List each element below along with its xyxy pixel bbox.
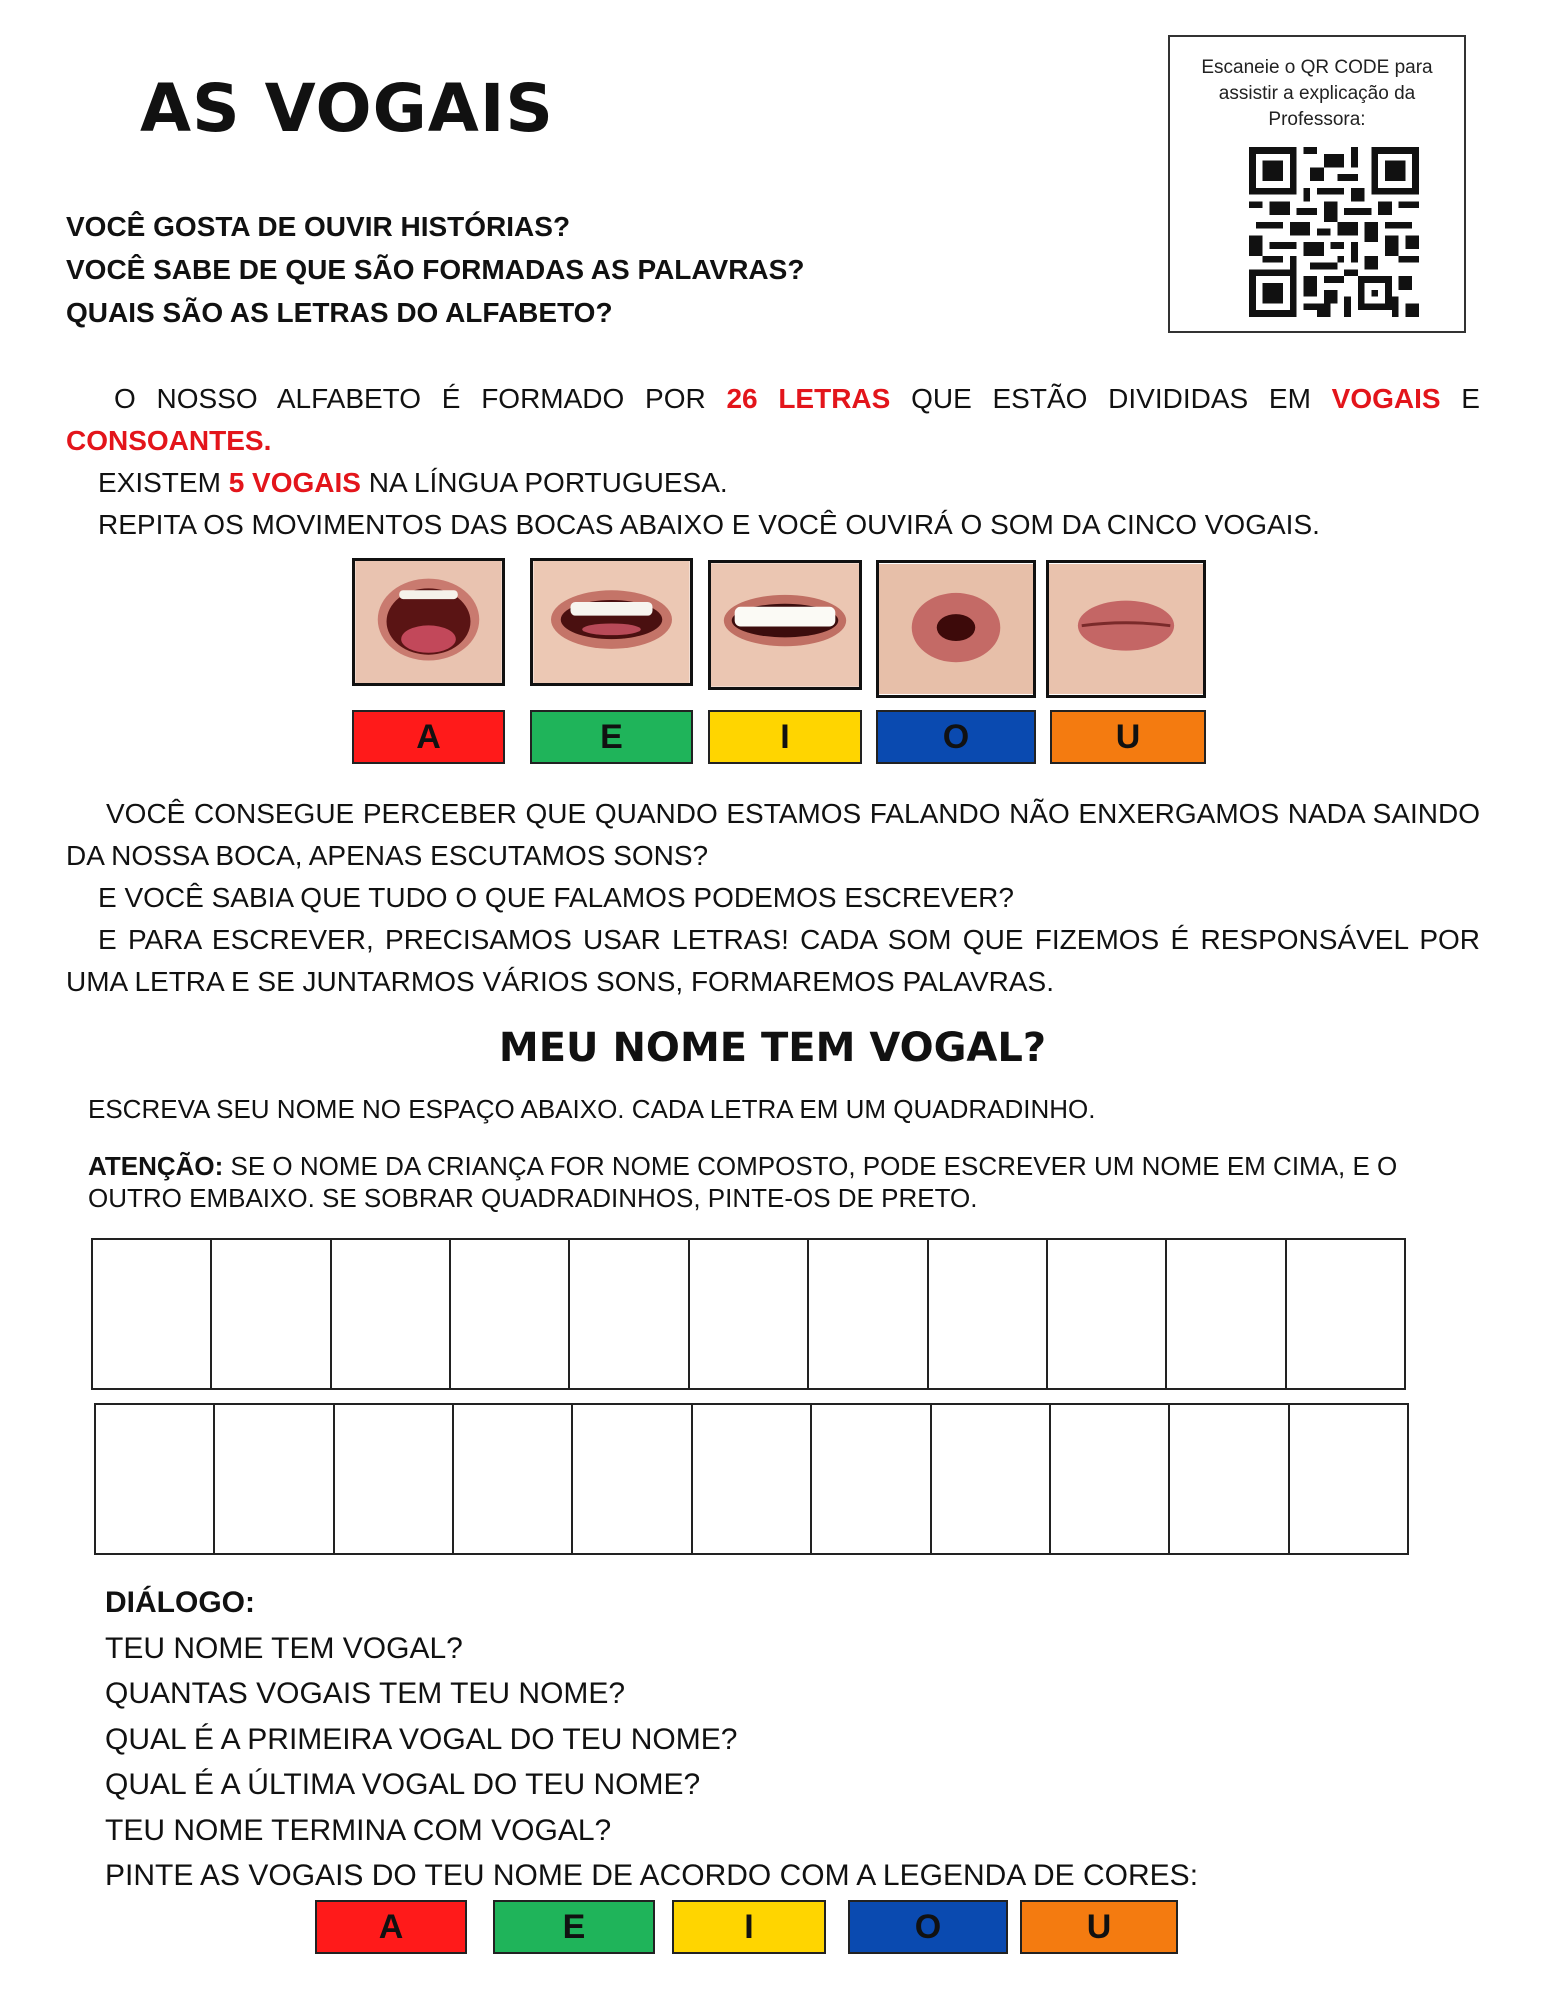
name-letter-box[interactable]	[1051, 1405, 1170, 1553]
legend-vowel-o: O	[848, 1900, 1008, 1954]
name-letter-box[interactable]	[573, 1405, 692, 1553]
question-line: QUAIS SÃO AS LETRAS DO ALFABETO?	[66, 297, 613, 328]
dialog-line: QUAL É A PRIMEIRA VOGAL DO TEU NOME?	[105, 1722, 738, 1756]
name-letter-box[interactable]	[1167, 1240, 1286, 1388]
name-letter-box[interactable]	[335, 1405, 454, 1553]
vowel-label-i: I	[708, 710, 862, 764]
qr-caption-line: Professora:	[1268, 109, 1366, 130]
vowel-label-u: U	[1050, 710, 1206, 764]
text: EXISTEM	[98, 467, 229, 498]
highlight-5-vogais: 5 VOGAIS	[228, 467, 361, 498]
mouth-image-i	[708, 560, 862, 690]
attention-label: ATENÇÃO:	[88, 1151, 224, 1181]
legend-vowel-a: A	[315, 1900, 467, 1954]
text: NA LÍNGUA PORTUGUESA.	[360, 467, 728, 498]
vowel-label-a: A	[352, 710, 505, 764]
writing-question: E VOCÊ SABIA QUE TUDO O QUE FALAMOS PODEMOS ESCREVER?	[98, 882, 1014, 913]
speech-paragraph: VOCÊ CONSEGUE PERCEBER QUE QUANDO ESTAMOS FALANDO NÃO ENXERGAMOS NADA SAINDO DA NOSSA BOCA, APENAS ESCUTAMOS SONS?	[66, 798, 1480, 871]
name-letter-box[interactable]	[932, 1405, 1051, 1553]
name-instruction: ESCREVA SEU NOME NO ESPAÇO ABAIXO. CADA LETRA EM UM QUADRADINHO.	[88, 1094, 1096, 1124]
question-line: VOCÊ GOSTA DE OUVIR HISTÓRIAS?	[66, 211, 571, 242]
vowel-label-o: O	[876, 710, 1036, 764]
dialog-line: TEU NOME TERMINA COM VOGAL?	[105, 1813, 612, 1847]
dialog-line: TEU NOME TEM VOGAL?	[105, 1631, 463, 1665]
text: O NOSSO ALFABETO É FORMADO POR	[114, 383, 727, 414]
name-letter-box[interactable]	[215, 1405, 334, 1553]
mouth-image-e	[530, 558, 693, 686]
mouth-image-u	[1046, 560, 1206, 698]
highlight-consoantes: CONSOANTES.	[66, 425, 272, 456]
name-letter-box[interactable]	[454, 1405, 573, 1553]
mouth-image-o	[876, 560, 1036, 698]
qr-caption	[1182, 55, 1452, 133]
dialog-label: DIÁLOGO:	[105, 1586, 255, 1619]
qr-caption-line: assistir a explicação da	[1218, 83, 1416, 104]
legend-vowel-u: U	[1020, 1900, 1178, 1954]
alphabet-paragraph	[66, 378, 1480, 462]
name-letter-box[interactable]	[812, 1405, 931, 1553]
name-letter-box[interactable]	[93, 1240, 212, 1388]
vowel-count-line	[98, 462, 728, 504]
name-letter-box[interactable]	[1048, 1240, 1167, 1388]
name-letter-box[interactable]	[570, 1240, 689, 1388]
attention-text: SE O NOME DA CRIANÇA FOR NOME COMPOSTO, PODE ESCREVER UM NOME EM CIMA, E O OUTRO EMBAIXO. SE SOBRAR QUADRADINHOS, PINTE-OS DE PRETO.	[88, 1151, 1398, 1213]
dialog-line: PINTE AS VOGAIS DO TEU NOME DE ACORDO COM A LEGENDA DE CORES:	[105, 1859, 1199, 1892]
name-grid-row-2	[94, 1403, 1409, 1555]
name-letter-box[interactable]	[212, 1240, 331, 1388]
mouth-image-a	[352, 558, 505, 686]
attention-note	[88, 1150, 1488, 1214]
name-letter-box[interactable]	[96, 1405, 215, 1553]
page-title: AS VOGAIS	[140, 70, 554, 147]
repeat-instruction: REPITA OS MOVIMENTOS DAS BOCAS ABAIXO E VOCÊ OUVIRÁ O SOM DA CINCO VOGAIS.	[98, 509, 1320, 540]
name-letter-box[interactable]	[929, 1240, 1048, 1388]
question-line: VOCÊ SABE DE QUE SÃO FORMADAS AS PALAVRAS?	[66, 254, 805, 285]
text: E	[1440, 383, 1480, 414]
name-letter-box[interactable]	[332, 1240, 451, 1388]
dialog-line: QUAL É A ÚLTIMA VOGAL DO TEU NOME?	[105, 1768, 701, 1801]
qr-code-image[interactable]	[1249, 147, 1419, 317]
section-title: MEU NOME TEM VOGAL?	[498, 1025, 1047, 1071]
name-letter-box[interactable]	[1170, 1405, 1289, 1553]
text: QUE ESTÃO DIVIDIDAS EM	[890, 383, 1332, 414]
name-letter-box[interactable]	[693, 1405, 812, 1553]
vowel-label-e: E	[530, 710, 693, 764]
dialog-line: QUANTAS VOGAIS TEM TEU NOME?	[105, 1677, 626, 1710]
legend-vowel-i: I	[672, 1900, 826, 1954]
name-letter-box[interactable]	[451, 1240, 570, 1388]
name-letter-box[interactable]	[1290, 1405, 1407, 1553]
name-grid-row-1	[91, 1238, 1406, 1390]
dialog-section	[105, 1580, 1198, 1899]
letters-paragraph: E PARA ESCREVER, PRECISAMOS USAR LETRAS! CADA SOM QUE FIZEMOS É RESPONSÁVEL POR UMA LETRA E SE JUNTARMOS VÁRIOS SONS, FORMAREMOS PALAVRAS.	[66, 924, 1480, 997]
name-letter-box[interactable]	[690, 1240, 809, 1388]
name-letter-box[interactable]	[809, 1240, 928, 1388]
name-letter-box[interactable]	[1287, 1240, 1404, 1388]
qr-caption-line: Escaneie o QR CODE para	[1201, 57, 1433, 78]
qr-code-panel	[1168, 35, 1466, 333]
highlight-vogais: VOGAIS	[1331, 383, 1441, 414]
intro-questions	[66, 205, 804, 334]
legend-vowel-e: E	[493, 1900, 655, 1954]
highlight-26-letras: 26 LETRAS	[726, 383, 891, 414]
